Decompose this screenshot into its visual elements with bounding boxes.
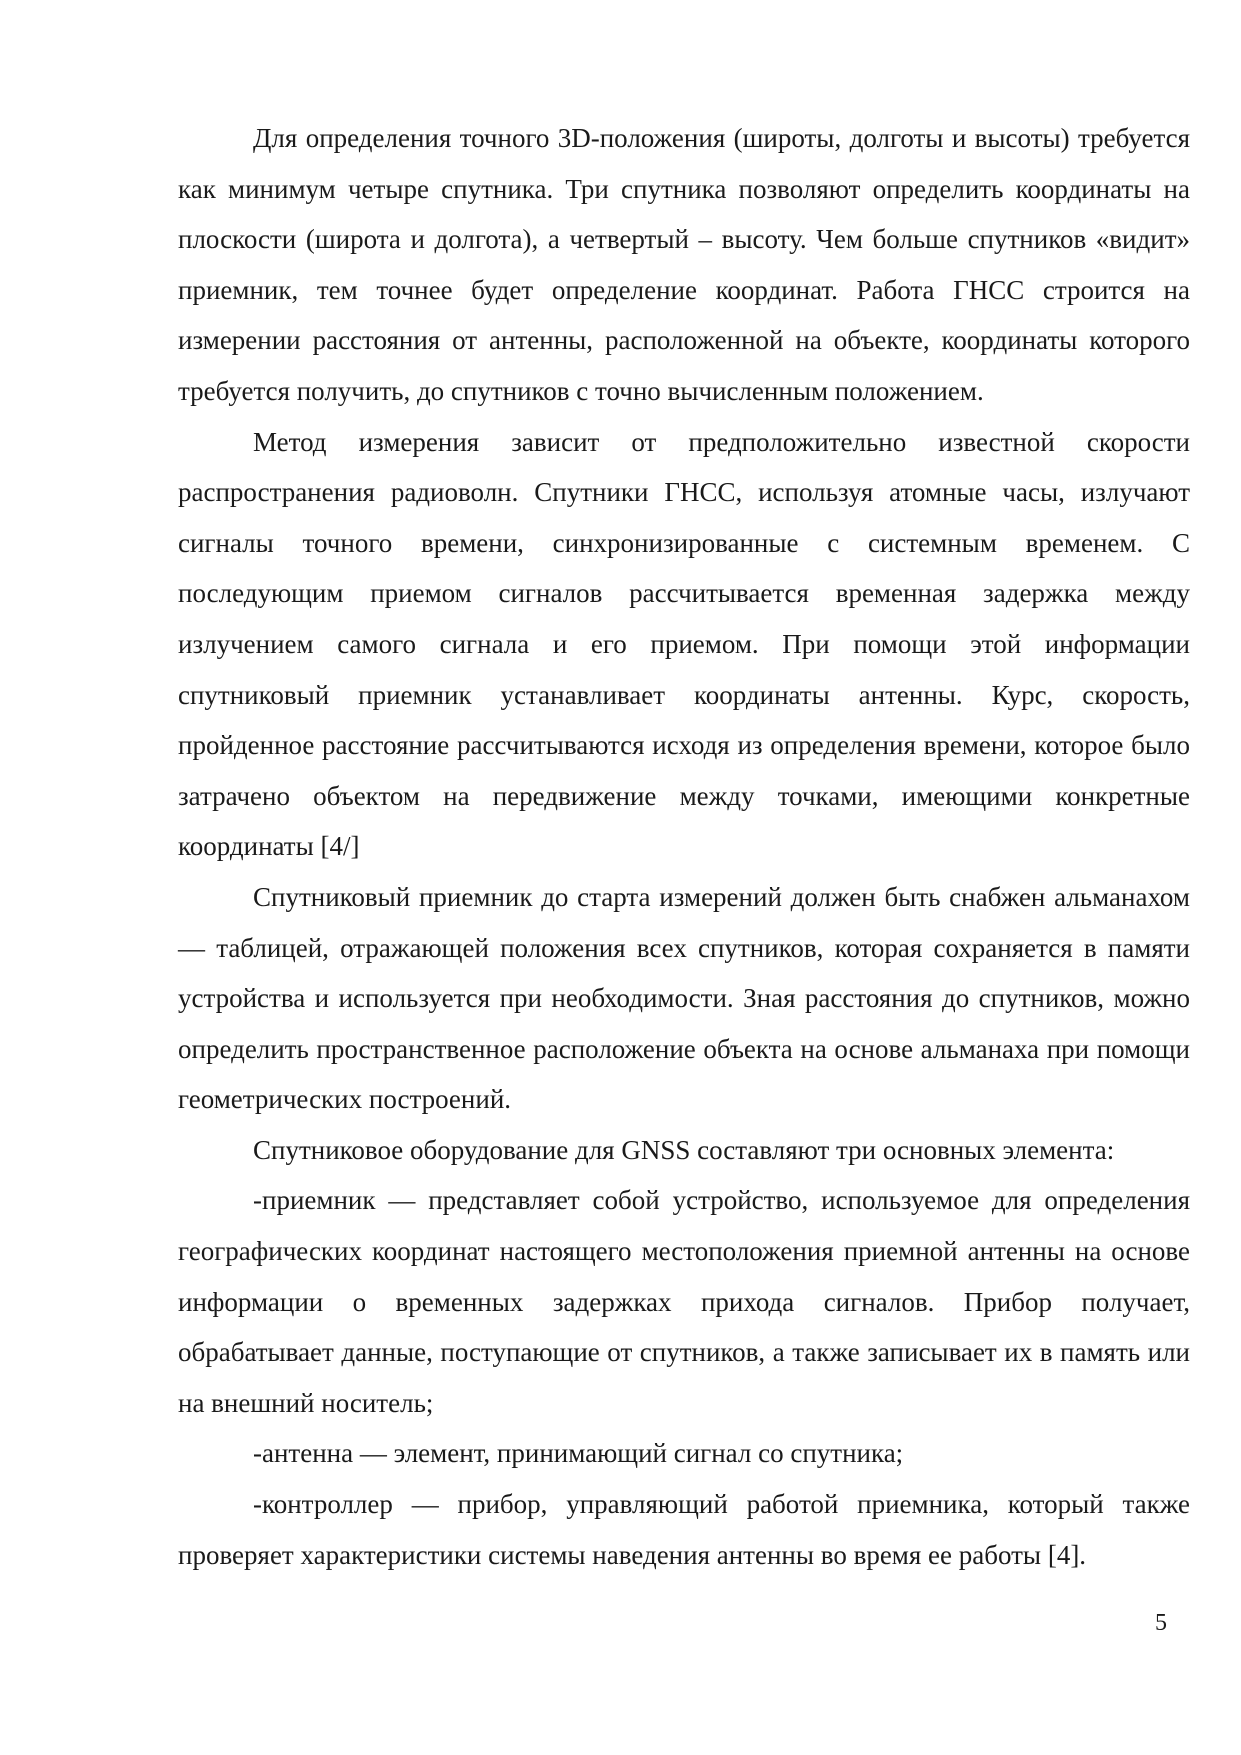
paragraph-equipment-intro: Спутниковое оборудование для GNSS составляют три основных элемента: bbox=[253, 1134, 1115, 1165]
page-number: 5 bbox=[1155, 1610, 1167, 1636]
list-item-controller: -контроллер — прибор, управляющий работой приемника, который также проверяет характеристики системы наведения антенны во время ее работы [4]. bbox=[178, 1489, 1190, 1570]
paragraph-almanac: Спутниковый приемник до старта измерений должен быть снабжен альманахом — таблицей, отражающей положения всех спутников, которая сохраняется в памяти устройства и используется при необходимости. Зная расстояния до спутников, можно определить пространственное расположение объекта на основе альманаха при помощи геометрических построений. bbox=[178, 881, 1190, 1115]
paragraph-3d-positioning: Для определения точного 3D-положения (широты, долготы и высоты) требуется как минимум четыре спутника. Три спутника позволяют определить координаты на плоскости (широта и долгота), а четвертый – высоту. Чем больше спутников «видит» приемник, тем точнее будет определение координат. Работа ГНСС строится на измерении расстояния от антенны, расположенной на объекте, координаты которого требуется получить, до спутников с точно вычисленным положением. bbox=[178, 123, 1190, 406]
list-item-antenna: -антенна — элемент, принимающий сигнал со спутника; bbox=[253, 1438, 904, 1469]
paragraph-measurement-method: Метод измерения зависит от предположительно известной скорости распространения радиоволн. Спутники ГНСС, используя атомные часы, излучают сигналы точного времени, синхронизированные с системным временем. С последующим приемом сигналов рассчитывается временная задержка между излучением самого сигнала и его приемом. При помощи этой информации спутниковый приемник устанавливает координаты антенны. Курс, скорость, пройденное расстояние рассчитываются исходя из определения времени, которое было затрачено объектом на передвижение между точками, имеющими конкретные координаты [4/] bbox=[178, 426, 1190, 862]
list-item-receiver: -приемник — представляет собой устройство, используемое для определения географических координат настоящего местоположения приемной антенны на основе информации о временных задержках прихода сигналов. Прибор получает, обрабатывает данные, поступающие от спутников, а также записывает их в память или на внешний носитель; bbox=[178, 1185, 1190, 1418]
document-page bbox=[178, 113, 1190, 1580]
